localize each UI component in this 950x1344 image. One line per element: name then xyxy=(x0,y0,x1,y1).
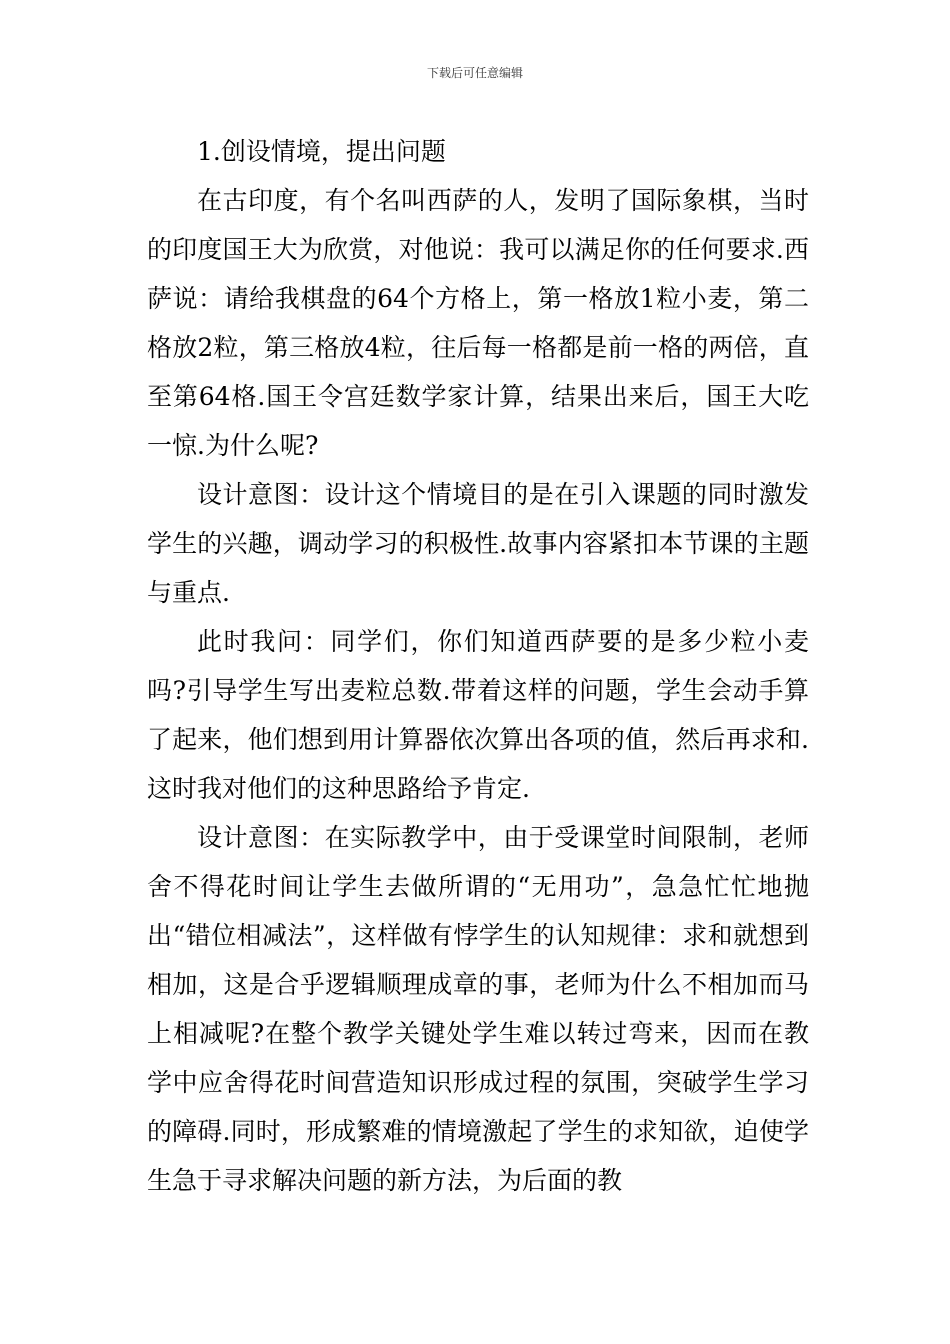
page-header-note: 下载后可任意编辑 xyxy=(426,66,523,80)
document-body xyxy=(147,127,809,1205)
paragraph-story: 在古印度，有个名叫西萨的人，发明了国际象棋，当时的印度国王大为欣赏，对他说：我可以满足你的任何要求.西萨说：请给我棋盘的64个方格上，第一格放1粒小麦，第二格放2粒，第三格放4粒，往后每一格都是前一格的两倍，直至第64格.国王令宫廷数学家计算，结果出来后，国王大吃一惊.为什么呢? xyxy=(147,186,809,460)
section-heading: 1.创设情境，提出问题 xyxy=(197,137,446,166)
paragraph-design-intent-1: 设计意图：设计这个情境目的是在引入课题的同时激发学生的兴趣，调动学习的积极性.故事内容紧扣本节课的主题与重点. xyxy=(147,480,809,607)
paragraph-design-intent-2: 设计意图：在实际教学中，由于受课堂时间限制，老师舍不得花时间让学生去做所谓的“无用功”，急急忙忙地抛出“错位相减法”，这样做有悖学生的认知规律：求和就想到相加，这是合乎逻辑顺理成章的事，老师为什么不相加而马上相减呢?在整个教学关键处学生难以转过弯来，因而在教学中应舍得花时间营造知识形成过程的氛围，突破学生学习的障碍.同时，形成繁难的情境激起了学生的求知欲，迫使学生急于寻求解决问题的新方法，为后面的教 xyxy=(147,823,809,1195)
paragraph-question: 此时我问：同学们，你们知道西萨要的是多少粒小麦吗?引导学生写出麦粒总数.带着这样的问题，学生会动手算了起来，他们想到用计算器依次算出各项的值，然后再求和.这时我对他们的这种思路给予肯定. xyxy=(147,627,809,803)
